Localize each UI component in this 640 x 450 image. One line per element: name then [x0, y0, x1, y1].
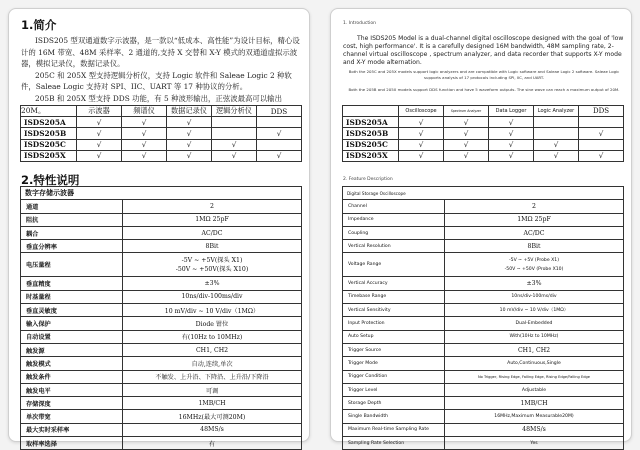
intro-paragraph-3: 205B 和 205X 型支持 DDS 功能，有 5 种波形输出，正弦波最高可以输出 20M。	[21, 93, 282, 115]
check-cell: √	[122, 128, 167, 139]
check-cell	[212, 128, 257, 139]
header-cell: 数据记录仪	[167, 106, 212, 117]
spec-value-cell: 10 mV/div ~ 10 V/div（1MΩ）	[445, 304, 624, 317]
spec-label-cell: Trigger Source	[343, 343, 445, 356]
check-cell: √	[489, 139, 534, 150]
spec-label-cell: Input Protection	[343, 317, 445, 330]
spec-value-line: -5V ~ +5V (Probe X1)	[508, 257, 559, 263]
check-cell: √	[534, 139, 579, 150]
spec-value-cell: ±3%	[445, 277, 624, 290]
spec-value-cell: 2	[123, 200, 302, 213]
intro-paragraph-2: Both the 205C and 205X models support logic analyzers and are compatible with Logic software and Saleae Logic 2 software. Saleae Logic supports analysis of 17 protocols including SPI, IIC, and UART.	[348, 69, 620, 80]
table-row	[21, 253, 302, 277]
spec-label-cell: Voltage Range	[343, 253, 445, 277]
check-cell: √	[122, 139, 167, 150]
spec-value-cell: 不触发、上升沿、下降沿、上升沿/下降沿	[123, 370, 302, 383]
spec-label-cell: Impedance	[343, 213, 445, 226]
spec-value-cell: 1MΩ 25pF	[445, 213, 624, 226]
header-cell: 示波器	[77, 106, 122, 117]
table-row	[343, 317, 624, 330]
check-cell: √	[399, 150, 444, 161]
spec-value-cell: 16MHz(最大可测20M)	[123, 410, 302, 423]
table-row	[343, 117, 624, 128]
header-cell	[21, 106, 77, 117]
spec-table	[342, 186, 624, 450]
spec-value-cell: Yes	[445, 437, 624, 450]
table-header-row	[343, 106, 624, 117]
header-cell: Spectrum Analyzer	[444, 106, 489, 117]
table-row	[343, 128, 624, 139]
check-cell: √	[399, 117, 444, 128]
intro-paragraph-1: The ISDS205 Model is a dual-channel digital oscilloscope designed with the goal of 'low cost, high performance'. It is a carefully designed 16M bandwidth, 48M sampling rate, 2-channel virtual oscilloscope , spectrum analyzer, and data recorder that supports X-Y mode and X-Y mode alternation.	[343, 35, 624, 66]
spec-value-cell: Adjustable	[445, 383, 624, 396]
table-row	[21, 370, 302, 383]
spec-value-cell: 10ns/div-100ms/div	[123, 290, 302, 303]
spec-value-cell: AC/DC	[123, 226, 302, 239]
table-row	[343, 304, 624, 317]
table-row	[343, 343, 624, 356]
spec-label-cell: 单次带宽	[21, 410, 123, 423]
spec-label-cell: Storage Depth	[343, 397, 445, 410]
table-row	[21, 410, 302, 423]
table-row	[343, 240, 624, 253]
spec-label-cell: 阻抗	[21, 213, 123, 226]
intro-text	[343, 35, 625, 67]
spec-value-cell: 有	[123, 437, 302, 450]
table-row	[21, 277, 302, 290]
model-cell: ISDS205B	[343, 128, 399, 139]
header-cell: Data Logger	[489, 106, 534, 117]
spec-label-cell: 输入保护	[21, 317, 123, 330]
table-row	[343, 213, 624, 226]
table-row	[21, 213, 302, 226]
spec-value-cell: 1MΩ 25pF	[123, 213, 302, 226]
check-cell	[579, 117, 624, 128]
model-cell: ISDS205X	[21, 150, 77, 161]
check-cell: √	[77, 128, 122, 139]
table-row	[343, 370, 624, 383]
spec-value-cell: No Trigger, Rising Edge, Falling Edge, Rising Edge/Falling Edge	[445, 370, 624, 383]
model-cell: ISDS205B	[21, 128, 77, 139]
table-row	[343, 290, 624, 303]
spec-value-cell: 10 mV/div ~ 10 V/div（1MΩ）	[123, 304, 302, 317]
check-cell	[257, 139, 302, 150]
spec-label-cell: Timebase Range	[343, 290, 445, 303]
spec-label-cell: Sampling Rate Selection	[343, 437, 445, 450]
spec-value-cell: 可调	[123, 383, 302, 396]
spec-value-cell: ±3%	[123, 277, 302, 290]
check-cell: √	[579, 128, 624, 139]
features-heading: 2.特性说明	[21, 173, 80, 187]
spec-label-cell: 存储深度	[21, 397, 123, 410]
check-cell: √	[399, 128, 444, 139]
spec-value-cell: 8Bit	[445, 240, 624, 253]
check-cell: √	[444, 117, 489, 128]
header-cell: Logic Analyzer	[534, 106, 579, 117]
table-row	[21, 343, 302, 356]
spec-value-cell	[445, 253, 624, 277]
table-header-row	[343, 187, 624, 200]
spec-value-cell: 有(10Hz to 10MHz)	[123, 330, 302, 343]
spec-header-cell: Digital Storage Oscilloscope	[343, 187, 624, 200]
spec-label-cell: 通道	[21, 200, 123, 213]
table-row	[343, 277, 624, 290]
spec-label-cell: Trigger Level	[343, 383, 445, 396]
table-row	[21, 357, 302, 370]
model-comparison-table	[20, 105, 302, 162]
spec-label-cell: 垂直分辨率	[21, 240, 123, 253]
check-cell: √	[212, 150, 257, 161]
spec-value-cell: AC/DC	[445, 226, 624, 239]
spec-value-cell: 2	[445, 200, 624, 213]
table-row	[21, 150, 302, 161]
intro-paragraph-2: 205C 和 205X 型支持逻辑分析仪，支持 Logic 软件和 Saleae Logic 2 种软件，Saleae Logic 支持对 SPI、IIC、UART 等 17 种协议的分析。	[21, 70, 292, 92]
spec-value-cell: CH1, CH2	[445, 343, 624, 356]
intro-text	[21, 35, 303, 116]
check-cell: √	[489, 150, 534, 161]
model-cell: ISDS205A	[21, 117, 77, 128]
spec-label-cell: 垂直灵敏度	[21, 304, 123, 317]
spec-label-cell: Vertical Resolution	[343, 240, 445, 253]
table-row	[343, 437, 624, 450]
spec-value-cell: 10ns/div-100ms/div	[445, 290, 624, 303]
check-cell	[534, 128, 579, 139]
table-row	[343, 200, 624, 213]
table-row	[21, 117, 302, 128]
table-row	[343, 150, 624, 161]
manual-page-chinese	[8, 8, 310, 448]
check-cell: √	[122, 117, 167, 128]
spec-label-cell: Trigger Mode	[343, 357, 445, 370]
spec-header-cell: 数字存储示波器	[21, 187, 302, 200]
spec-label-cell: 自动设置	[21, 330, 123, 343]
spec-value-cell: 8Bit	[123, 240, 302, 253]
model-cell: ISDS205C	[21, 139, 77, 150]
check-cell: √	[77, 117, 122, 128]
manual-page-english	[330, 8, 632, 446]
spec-label-cell: Trigger Condition	[343, 370, 445, 383]
spec-label-cell: 取样率选择	[21, 437, 123, 450]
table-row	[343, 330, 624, 343]
check-cell: √	[444, 150, 489, 161]
table-row	[343, 397, 624, 410]
header-cell: DDS	[579, 106, 624, 117]
check-cell: √	[167, 117, 212, 128]
check-cell: √	[167, 139, 212, 150]
header-cell	[343, 106, 399, 117]
header-cell: Oscilloscope	[399, 106, 444, 117]
spec-label-cell: Vertical Sensitivity	[343, 304, 445, 317]
header-cell: DDS	[257, 106, 302, 117]
spec-label-cell: 触发源	[21, 343, 123, 356]
table-row	[21, 423, 302, 436]
spec-value-cell	[123, 253, 302, 277]
spec-label-cell: 时基量程	[21, 290, 123, 303]
table-row	[343, 410, 624, 423]
table-row	[21, 290, 302, 303]
table-row	[21, 437, 302, 450]
spec-label-cell: Channel	[343, 200, 445, 213]
spec-label-cell: Auto Setup	[343, 330, 445, 343]
spec-value-line: -50V ~ +50V (Probe X10)	[504, 266, 564, 272]
spec-value-line: -5V ~ +5V(探头 X1)	[181, 256, 243, 264]
check-cell: √	[579, 150, 624, 161]
table-row	[343, 357, 624, 370]
check-cell	[534, 117, 579, 128]
spec-label-cell: Coupling	[343, 226, 445, 239]
check-cell: √	[257, 150, 302, 161]
spec-value-cell: 48MS/s	[123, 423, 302, 436]
check-cell: √	[444, 139, 489, 150]
model-cell: ISDS205C	[343, 139, 399, 150]
check-cell: √	[489, 117, 534, 128]
model-comparison-table	[342, 105, 624, 162]
check-cell	[579, 139, 624, 150]
features-heading: 2. Feature Description	[343, 177, 393, 182]
table-row	[21, 128, 302, 139]
spec-label-cell: 触发模式	[21, 357, 123, 370]
table-row	[343, 139, 624, 150]
intro-heading: 1.简介	[21, 18, 57, 32]
table-row	[21, 397, 302, 410]
spec-label-cell: Single Bandwidth	[343, 410, 445, 423]
check-cell: √	[257, 128, 302, 139]
check-cell: √	[534, 150, 579, 161]
check-cell: √	[167, 150, 212, 161]
table-header-row	[21, 187, 302, 200]
intro-paragraph-3: Both the 205B and 205X models support DDS function and have 5 waveform outputs. The sine wave can reach a maximum output of 20M.	[348, 87, 620, 92]
table-header-row	[21, 106, 302, 117]
intro-heading: 1. Introduction	[343, 21, 376, 26]
spec-value-cell: 48MS/s	[445, 423, 624, 436]
spec-label-cell: 最大实时采样率	[21, 423, 123, 436]
table-row	[21, 330, 302, 343]
table-row	[21, 317, 302, 330]
check-cell: √	[444, 128, 489, 139]
spec-label-cell: 耦合	[21, 226, 123, 239]
model-cell: ISDS205A	[343, 117, 399, 128]
table-row	[343, 253, 624, 277]
table-row	[343, 383, 624, 396]
check-cell: √	[399, 139, 444, 150]
spec-label-cell: 垂直精度	[21, 277, 123, 290]
spec-label-cell: 触发电平	[21, 383, 123, 396]
table-row	[21, 240, 302, 253]
spec-value-cell: With(10Hz to 10MHz)	[445, 330, 624, 343]
spec-value-cell: 1MB/CH	[445, 397, 624, 410]
intro-paragraph-1: ISDS205 型双通道数字示波器，是一款以“低成本、高性能”为设计目标，精心设计的 16M 带宽、48M 采样率、2 通道的,支持 X 交替和 X-Y 模式的双通道虚拟示波器，模拟记录仪，数据记录仪。	[21, 36, 300, 69]
table-row	[21, 226, 302, 239]
spec-value-cell: Dual-Embedded	[445, 317, 624, 330]
spec-value-cell: Auto,Continuous,Single	[445, 357, 624, 370]
check-cell	[212, 117, 257, 128]
check-cell: √	[212, 139, 257, 150]
table-row	[21, 304, 302, 317]
spec-value-cell: CH1, CH2	[123, 343, 302, 356]
table-row	[343, 226, 624, 239]
check-cell: √	[489, 128, 534, 139]
check-cell: √	[77, 139, 122, 150]
spec-label-cell: 触发条件	[21, 370, 123, 383]
table-row	[21, 139, 302, 150]
check-cell	[257, 117, 302, 128]
table-row	[21, 383, 302, 396]
header-cell: 逻辑分析仪	[212, 106, 257, 117]
spec-value-cell: 1MB/CH	[123, 397, 302, 410]
spec-value-line: -50V ~ +50V(探头 X10)	[175, 265, 249, 273]
spec-label-cell: Maximum Real-time Sampling Rate	[343, 423, 445, 436]
check-cell: √	[122, 150, 167, 161]
model-cell: ISDS205X	[343, 150, 399, 161]
spec-value-cell: 自动,连续,单次	[123, 357, 302, 370]
spec-label-cell: Vertical Accuracy	[343, 277, 445, 290]
spec-label-cell: 电压量程	[21, 253, 123, 277]
table-row	[21, 200, 302, 213]
header-cell: 频谱仪	[122, 106, 167, 117]
spec-value-cell: 16MHz,Maximum Measurable20M)	[445, 410, 624, 423]
spec-table	[20, 186, 302, 450]
table-row	[343, 423, 624, 436]
check-cell: √	[77, 150, 122, 161]
check-cell: √	[167, 128, 212, 139]
spec-value-cell: Diode 钳位	[123, 317, 302, 330]
